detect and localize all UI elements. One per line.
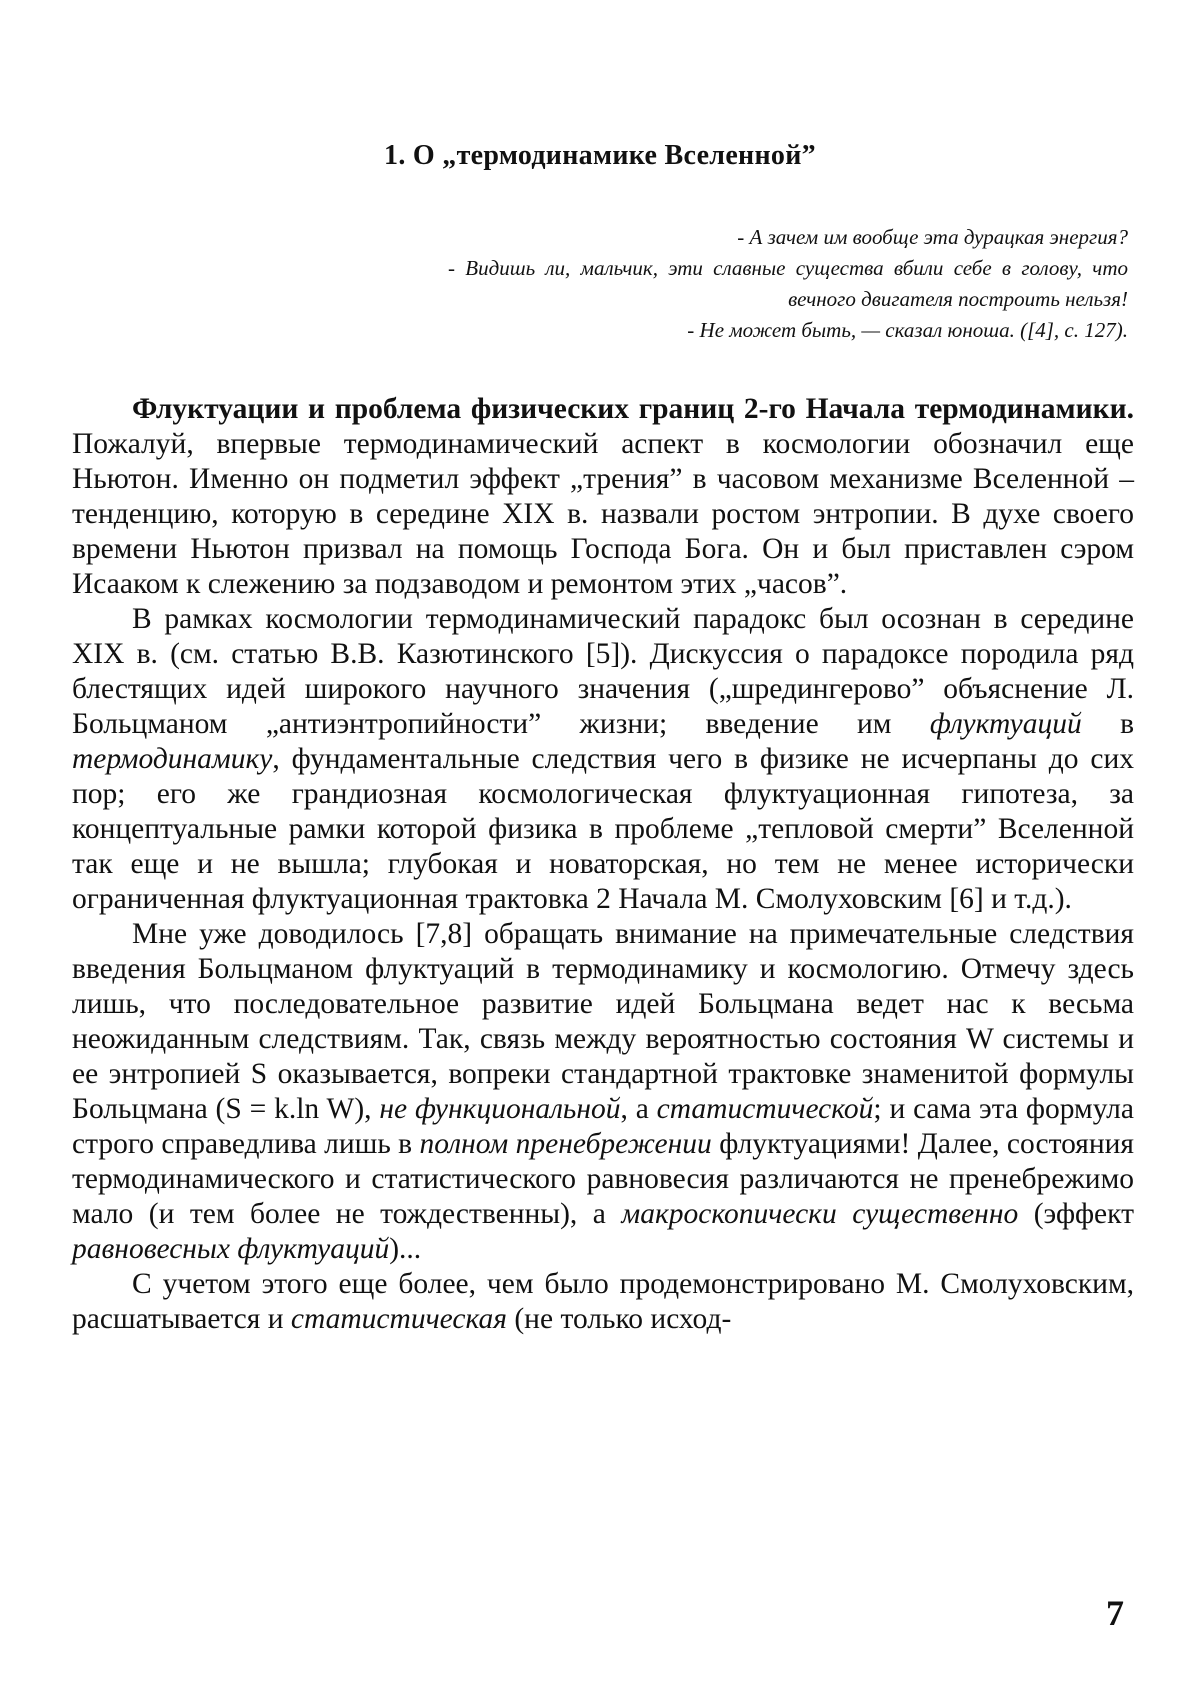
text-run: , фундаментальные следствия чего в физике не исчерпаны до сих пор; его же грандиозная космологическая флуктуационная гипотеза, за концептуальные рамки которой физика в проблеме „тепловой смерти” Вселенной так еще и не вышла; глубокая и новаторская, но тем не менее исторически ограниченная флуктуационная трактовка 2 Начала М. Смолуховским [6] и т.д.). (72, 743, 1134, 915)
emphasis: равновесных флуктуаций (72, 1233, 390, 1265)
text-run: ; и сама эта формула строго справедлива лишь в (72, 1093, 1134, 1160)
emphasis: полном пренебрежении (419, 1128, 712, 1160)
epigraph-line: - Видишь ли, мальчик, эти славные существа вбили себе в голову, что вечного двигателя построить нельзя! (448, 256, 1128, 311)
section-title: 1. О „термодинамике Вселенной” (384, 140, 816, 171)
epigraph-line: - Не может быть, — сказал юноша. ([4], с. 127). (687, 318, 1128, 342)
page-number: 7 (1106, 1593, 1124, 1633)
text-run: )... (389, 1233, 422, 1265)
paragraph (72, 917, 1134, 1267)
text-run: флуктуациями! Далее, состояния термодинамического и статистического равновесия различаются не пренебрежимо мало (и тем более не тождественны), а (72, 1128, 1135, 1230)
text-run: , а (620, 1093, 657, 1125)
text-run: С учетом этого еще более, чем было продемонстрировано М. Смолуховским, расшатывается и (72, 1268, 1134, 1335)
text-run: Пожалуй, впервые термодинамический аспект в космологии обозначил еще Ньютон. Именно он подметил эффект „трения” в часовом механизме Вселенной – тенденцию, которую в середине XIX в. назвали ростом энтропии. В духе своего времени Ньютон призвал на помощь Господа Бога. Он и был приставлен сэром Исааком к слежению за подзаводом и ремонтом этих „часов”. (72, 428, 1134, 600)
text-run: Мне уже доводилось [7,8] обращать внимание на примечательные следствия введения Больцманом флуктуаций в термодинамику и космологию. Отмечу здесь лишь, что последовательное развитие идей Больцмана ведет нас к весьма неожиданным следствиям. Так, связь между вероятностью состояния W системы и ее энтропией S оказывается, вопреки стандартной трактовке знаменитой формулы Больцмана (S = k.ln W), (72, 918, 1134, 1125)
epigraph-line: - А зачем им вообще эта дурацкая энергия? (737, 225, 1128, 249)
paragraph (72, 602, 1134, 917)
text-run: (не только исход- (506, 1303, 732, 1335)
paragraph (72, 1267, 1134, 1337)
epigraph (448, 222, 1128, 346)
emphasis: флуктуаций (929, 708, 1082, 740)
text-run: В рамках космологии термодинамический парадокс был осознан в середине XIX в. (см. статью В.В. Казютинского [5]). Дискуссия о парадоксе породила ряд блестящих идей широкого научного значения („шредингерово” объяснение Л. Больцманом „антиэнтропийности” жизни; введение им (72, 603, 1134, 740)
emphasis: макроскопически существенно (621, 1198, 1019, 1230)
emphasis: не функциональной (379, 1093, 621, 1125)
paragraph (72, 392, 1134, 602)
emphasis: статистической (656, 1093, 874, 1125)
text-run: (эффект (1018, 1198, 1134, 1230)
emphasis: статистическая (290, 1303, 507, 1335)
body-text (72, 392, 1134, 1337)
run-in-heading: Флуктуации и проблема физических границ 2-го Начала термодинамики. (132, 393, 1134, 425)
text-run: в (1081, 708, 1134, 740)
emphasis: термодинамику (72, 743, 273, 775)
